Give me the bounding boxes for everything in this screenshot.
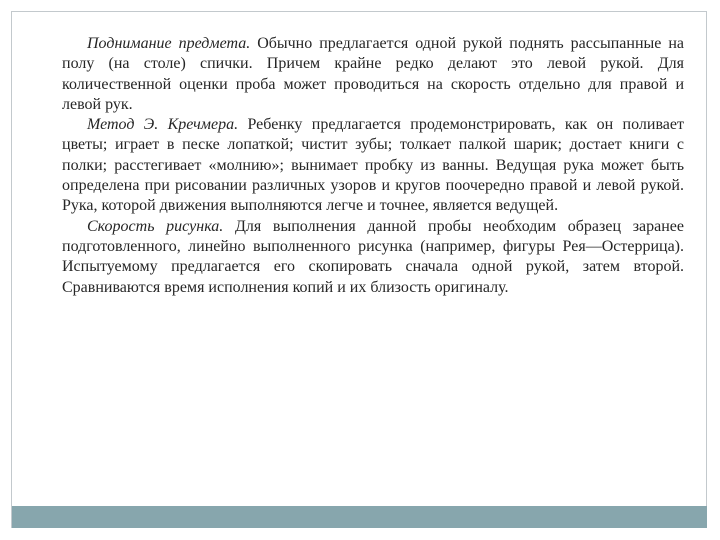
slide-footer-bar xyxy=(12,506,707,528)
paragraph-title: Поднимание предмета. xyxy=(87,35,251,52)
paragraph-title: Скорость рисунка. xyxy=(87,217,224,235)
slide-text-body xyxy=(62,34,684,298)
paragraph-text: Для выполнения данной пробы необходим образец заранее подготовленного, линейно выполненного рисунка (например, фигуры Рея—Остеррица). Испытуемому предлагается его скопировать сначала одной рукой, затем второй. Сравниваются время исполнения копий и их близость оригиналу. xyxy=(62,217,684,296)
paragraph-kretschmer-method xyxy=(62,115,684,216)
paragraph-lifting-object xyxy=(62,34,684,115)
paragraph-text: Обычно предлагается одной рукой поднять рассыпанные на полу (на столе) спички. Причем крайне редко делают это левой рукой. Для количественной оценки проба может проводиться на скорость отдельно для правой и левой рук. xyxy=(62,35,684,113)
paragraph-text: Ребенку предлагается продемонстрировать, как он поливает цветы; играет в песке лопаткой; чистит зубы; толкает палкой шарик; достает книги с полки; расстегивает «молнию»; вынимает пробку из ванны. Ведущая рука может быть определена при рисовании различных узоров и кругов поочередно правой и левой рукой. Рука, которой движения выполняются легче и точнее, является ведущей. xyxy=(62,116,684,215)
paragraph-drawing-speed xyxy=(62,217,684,298)
paragraph-title: Метод Э. Кречмера. xyxy=(87,116,239,134)
